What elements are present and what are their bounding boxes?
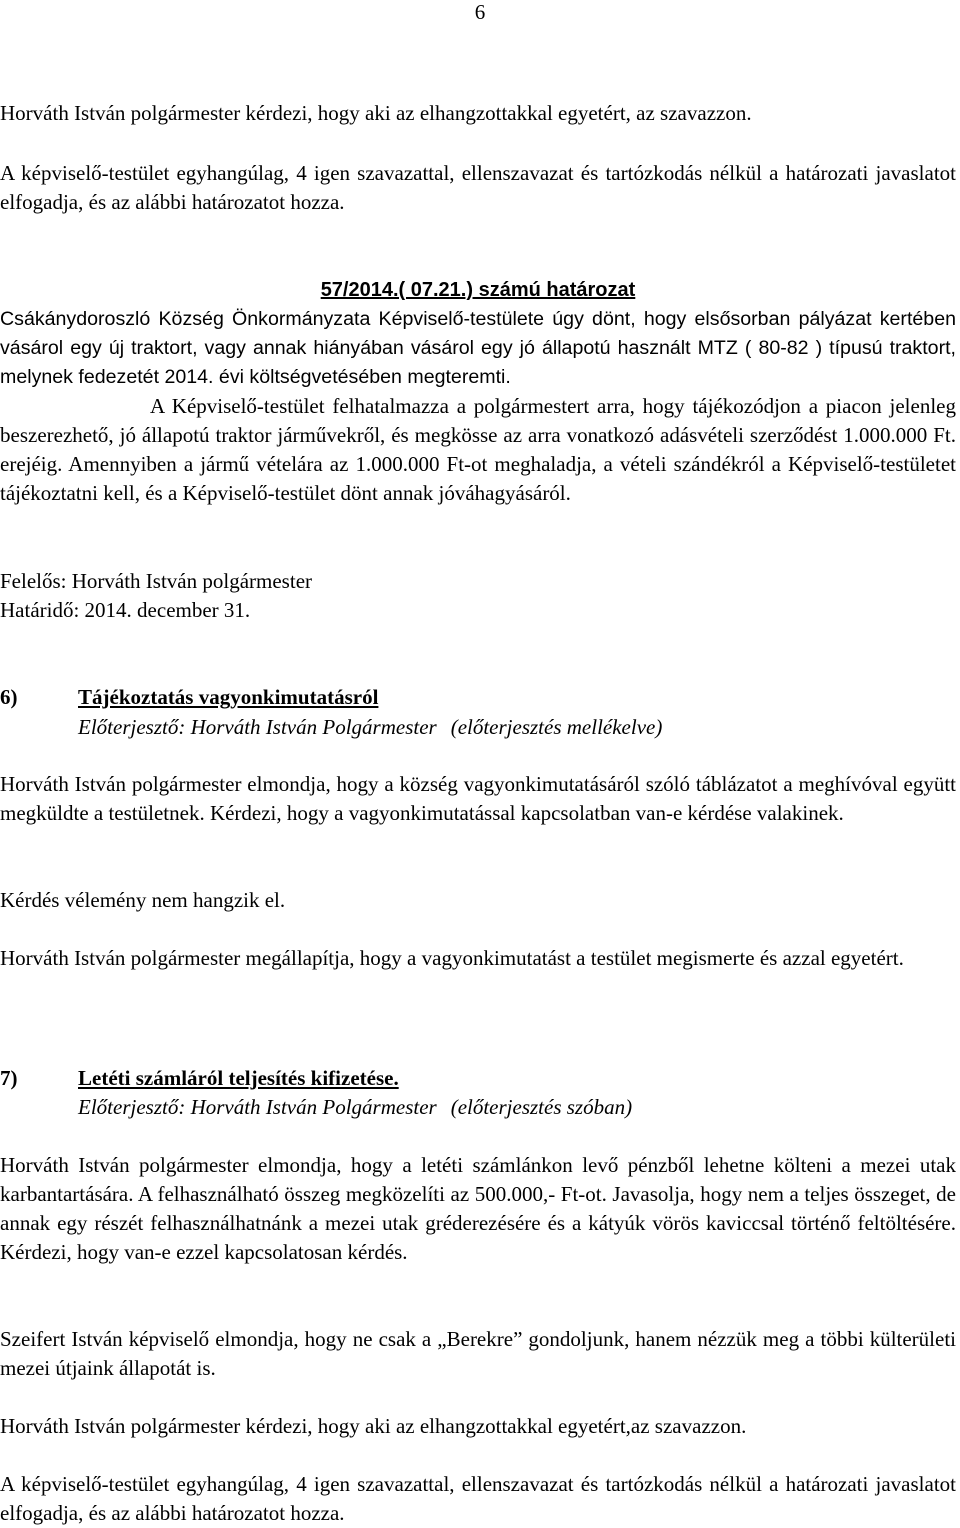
resolution-deadline: Határidő: 2014. december 31. [0,598,251,622]
section-6-presenter [78,713,662,742]
resolution-body-sans: Csákánydoroszló Község Önkormányzata Képviselő-testülete úgy dönt, hogy elsősorban pályázat kertében vásárol egy új traktort, vagy annak hiányában vásárol egy jó állapotú használt MTZ ( 80-82 ) típusú traktort, melynek fedezetét 2014. évi költségvetésében megteremti. [0,308,956,388]
section-7-heading [0,1064,956,1093]
section-7-question: Horváth István polgármester kérdezi, hogy aki az elhangzottakkal egyetért,az szavazzon. [0,1414,747,1438]
section-6-number: 6) [0,685,18,709]
resolution-authorization: A Képviselő-testület felhatalmazza a polgármestert arra, hogy tájékozódjon a piacon jelenleg beszerezhető, jó állapotú traktor járművekről, és megkösse az arra vonatkozó adásvételi szerződést 1.000.000 Ft. erejéig. Amennyiben a jármű vételára az 1.000.000 Ft-ot meghaladja, a vételi szándékról a Képviselő-testületet tájékoztatni kell, és a Képviselő-testület dönt annak jóváhagyásáról. [0,394,956,505]
section-6-paragraph-1: Horváth István polgármester elmondja, hogy a község vagyonkimutatásáról szóló táblázatot a meghívóval együtt megküldte a testületnek. Kérdezi, hogy a vagyonkimutatással kapcsolatban van-e kérdése valakinek. [0,772,956,825]
section-7-presenter [78,1093,632,1122]
section-6-presenter-name: Előterjesztő: Horváth István Polgármester [78,715,437,739]
section-7-title: Letéti számláról teljesítés kifizetése. [78,1066,399,1090]
resolution-title: 57/2014.( 07.21.) számú határozat [320,279,636,301]
section-7-paragraph-2: Szeifert István képviselő elmondja, hogy ne csak a „Berekre” gondoljunk, hanem nézzük meg a többi külterületi mezei útjaink állapotát is. [0,1327,956,1380]
section-6-title: Tájékoztatás vagyonkimutatásról [78,685,379,709]
section-6-presenter-note: (előterjesztés mellékelve) [450,715,663,739]
intro-question: Horváth István polgármester kérdezi, hogy aki az elhangzottakkal egyetért, az szavazzon. [0,101,752,125]
intro-vote: A képviselő-testület egyhangúlag, 4 igen szavazattal, ellenszavazat és tartózkodás nélkül a határozati javaslatot elfogadja, és az alábbi határozatot hozza. [0,161,956,214]
section-7-vote: A képviselő-testület egyhangúlag, 4 igen szavazattal, ellenszavazat és tartózkodás nélkül a határozati javaslatot elfogadja, és az alábbi határozatot hozza. [0,1472,956,1525]
section-7-presenter-note: (előterjesztés szóban) [450,1095,633,1119]
resolution-responsible: Felelős: Horváth István polgármester [0,569,313,593]
section-7-presenter-name: Előterjesztő: Horváth István Polgármester [78,1095,437,1119]
section-6-paragraph-2: Kérdés vélemény nem hangzik el. [0,888,286,912]
section-6-paragraph-3: Horváth István polgármester megállapítja, hogy a vagyonkimutatást a testület megismerte és azzal egyetért. [0,946,904,970]
section-7-paragraph-1: Horváth István polgármester elmondja, hogy a letéti számlánkon levő pénzből lehetne költeni a mezei utak karbantartására. A felhasználható összeg megközelíti az 500.000,- Ft-ot. Javasolja, hogy nem a teljes összeget, de annak egy részét felhasználhatnánk a mezei utak gréderezésére és a kátyúk vörös kaviccsal történő feltöltésére. Kérdezi, hogy van-e ezzel kapcsolatosan kérdés. [0,1153,956,1264]
section-6-heading [0,683,956,712]
page-number: 6 [474,0,486,24]
section-7-number: 7) [0,1066,18,1090]
